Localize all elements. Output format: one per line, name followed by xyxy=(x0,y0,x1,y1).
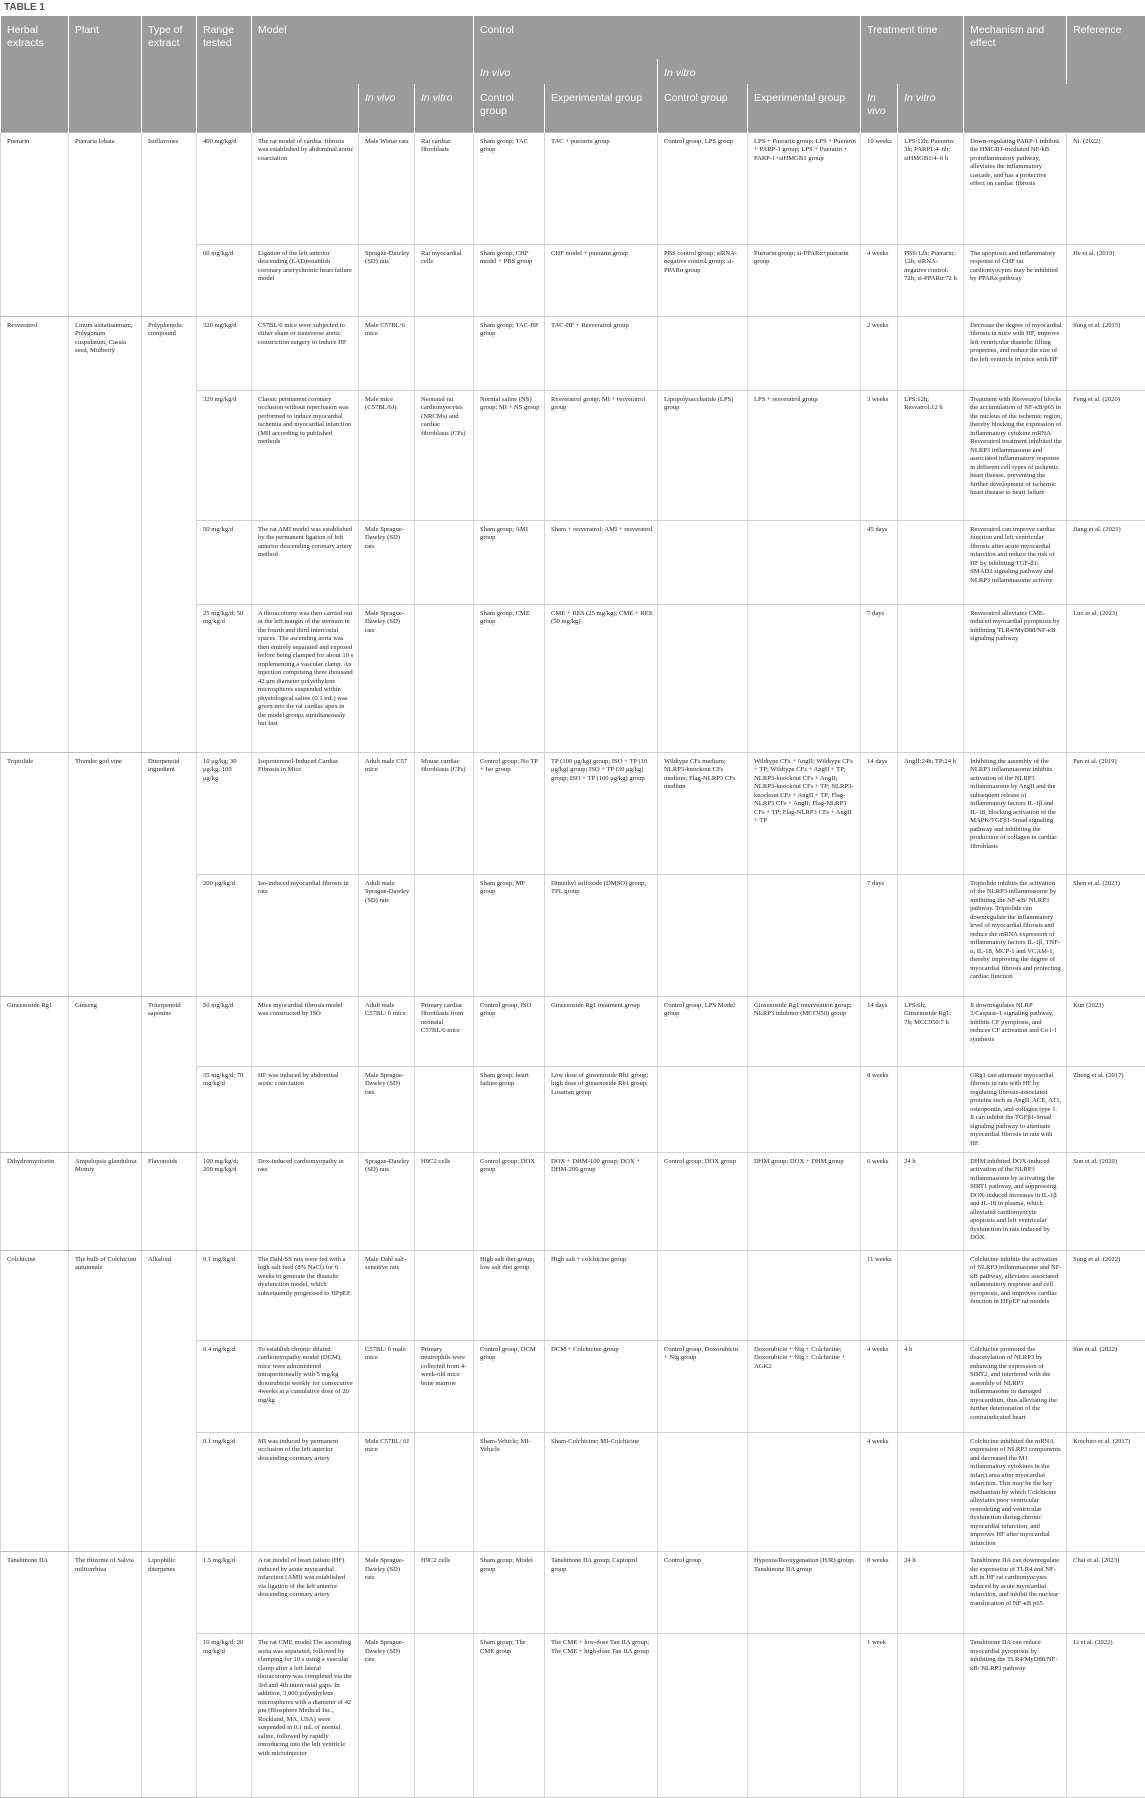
vivo-control-cell: Sham-Vehicle; MI-Vehicle xyxy=(474,1432,545,1552)
vitro-experimental-cell xyxy=(748,1432,861,1552)
model-in-vivo-cell: Adult male C57 mice xyxy=(359,752,415,874)
reference-cell: Sung et al. (2015) xyxy=(1067,316,1145,390)
reference-cell: Li et al. (2022) xyxy=(1067,1634,1145,1798)
vitro-control-cell: Control group xyxy=(658,1552,748,1634)
vitro-experimental-cell xyxy=(748,316,861,390)
vivo-control-cell: Sham group; MF group xyxy=(474,874,545,996)
range-cell: 400 mg/kg/d xyxy=(197,132,252,244)
treatment-vitro-cell: 4 h xyxy=(898,1340,964,1432)
vivo-experimental-cell: Tanshinone IIA group; Captopril group xyxy=(545,1552,658,1634)
treatment-vitro-cell: 24 h xyxy=(898,1552,964,1634)
range-cell: 200 μg/kg/d xyxy=(197,874,252,996)
mechanism-cell: Resveratrol alleviates CME-induced myocardial pyroptosis by inhibiting TLR4/MyD88/NF-κB signaling pathway xyxy=(964,604,1067,752)
treatment-vitro-cell xyxy=(898,1634,964,1798)
model-cell: To establish chronic dilated cardiomyopathy model (DCM), mice were administered intraperitoneally with 5 mg/kg doxorubicin weekly for consecutive 4weeks at a cumulative dose of 20 mg/kg xyxy=(252,1340,359,1432)
treatment-vivo-cell: 10 weeks xyxy=(861,132,898,244)
model-in-vivo-cell: C57BL/ 6 male mice xyxy=(359,1340,415,1432)
model-cell: The rat model of cardiac fibrosis was established by abdominal aortic coarctation xyxy=(252,132,359,244)
model-in-vivo-cell: Sprague-Dawley (SD) rats xyxy=(359,1152,415,1250)
model-in-vitro-cell xyxy=(415,1634,474,1798)
vitro-experimental-cell xyxy=(748,1634,861,1798)
plant-cell: Linum usitatissimum, Polygonum cuspidatum, Cassia seed, Mulberry xyxy=(69,316,142,752)
header-mechanism: Mechanism and effect xyxy=(964,16,1067,84)
mechanism-cell: Down-regulating PARP-1 inhibits the HMGB1-mediated NF-kB proinflammatory pathway, alleviates the inflammatory cascade, and has a protective effect on cardiac fibrosis xyxy=(964,132,1067,244)
treatment-vitro-cell xyxy=(898,874,964,996)
model-cell: HF was induced by abdominal aortic coarctation xyxy=(252,1066,359,1152)
table-row xyxy=(1,1552,1145,1634)
range-cell: 0.4 mg/kg/d xyxy=(197,1340,252,1432)
vivo-control-cell: Control group; DOX group xyxy=(474,1152,545,1250)
vitro-experimental-cell: Hypoxia/Reoxygenation (H/R) group; Tanshinone IIA group xyxy=(748,1552,861,1634)
herbal-extract-cell: Ginsenoside Rg1 xyxy=(1,996,69,1152)
vivo-experimental-cell: High salt + colchicine group xyxy=(545,1250,658,1340)
herbal-extract-cell: Colchicine xyxy=(1,1250,69,1552)
reference-cell: Chai et al. (2023) xyxy=(1067,1552,1145,1634)
reference-cell: Jiang et al. (2021) xyxy=(1067,520,1145,604)
plant-cell: The rhizome of Salvia miltiorrhiza xyxy=(69,1552,142,1798)
model-cell: Mice myocardial fibrosis model was constructed by ISO xyxy=(252,996,359,1066)
header-range: Range tested xyxy=(197,16,252,132)
vivo-experimental-cell: TAC-HF + Resveratrol group xyxy=(545,316,658,390)
vitro-experimental-cell xyxy=(748,1250,861,1340)
vitro-control-cell: PBS control group; siRNA-negative control group; si-PPARα group xyxy=(658,244,748,316)
model-in-vitro-cell: Mouse cardiac fibroblasts (CFs) xyxy=(415,752,474,874)
header-treatment-spacer xyxy=(861,59,964,84)
range-cell: 1.5 mg/kg/d xyxy=(197,1552,252,1634)
mechanism-cell: Colchicine promoted the deacetylation of NLRP3 by enhancing the expression of SIRT2, and interfered with the assembly of NLRP3 inflammasome in damaged myocardium, thus alleviating the further deterioration of the contraindicated heart xyxy=(964,1340,1067,1432)
range-cell: 320 mg/kg/d xyxy=(197,390,252,520)
table-row xyxy=(1,752,1145,874)
treatment-vivo-cell: 4 weeks xyxy=(861,244,898,316)
model-cell: Dox-induced cardiomyopathy in rats xyxy=(252,1152,359,1250)
treatment-vivo-cell: 1 week xyxy=(861,1634,898,1798)
vivo-control-cell: Sham group; TAC-HF group xyxy=(474,316,545,390)
vitro-experimental-cell xyxy=(748,604,861,752)
model-in-vitro-cell: Primary neutrophils were collected from 4-week-old mice bone marrow xyxy=(415,1340,474,1432)
reference-cell: Feng et al. (2020) xyxy=(1067,390,1145,520)
herbal-extract-cell: Triptolide xyxy=(1,752,69,996)
vivo-control-cell: Sham group; CHF model + PBS group xyxy=(474,244,545,316)
model-in-vitro-cell: Rat myocardial cells xyxy=(415,244,474,316)
vivo-experimental-cell: TAC + puerarin group xyxy=(545,132,658,244)
model-cell: A thoracotomy was then carried out at the left margin of the sternum in the fourth and third intercostal spaces. The ascending aorta was then entirely separated and exposed before being clamped for about 10 s implementing a vascular clamp. An injection comprising three thousand 42 μm diameter polyethylene microspheres suspended within physiological saline (0.1 mL) was given into the rat cardiac apex in the model groups simultaneously but fast xyxy=(252,604,359,752)
mechanism-cell: Colchicine inhibited the mRNA expression of NLRP3 components and decreased the M1 inflammatory cytokines in the infarct area after myocardial infarction. This may be the key mechanism by which Colchicine alleviates poor ventricular remodeling and ventricular dysfunction during chronic myocardial infarction, and improves HF after myocardial infarction xyxy=(964,1432,1067,1552)
vitro-experimental-cell xyxy=(748,874,861,996)
mechanism-cell: GRg1 can attenuate myocardial fibrosis in rats with HF by regulating fibrosis-associated proteins such as AngII, ACE, AT1, osteopontin, and collagen type 1. It can inhibit the TGFβ1-Smad signaling pathway to attenuate myocardial fibrosis in rats with HF. xyxy=(964,1066,1067,1152)
vitro-control-cell xyxy=(658,874,748,996)
treatment-vitro-cell: LPS:6h; Ginsenoside Rg1: 7h; MCC950:7 h xyxy=(898,996,964,1066)
treatment-vivo-cell: 45 days xyxy=(861,520,898,604)
treatment-vivo-cell: 2 weeks xyxy=(861,316,898,390)
treatment-vitro-cell xyxy=(898,520,964,604)
vitro-experimental-cell xyxy=(748,1066,861,1152)
table-row xyxy=(1,1250,1145,1340)
vitro-experimental-cell: Ginsenoside Rg1 intervention group; NLRP3 inhibitor (MCC950) group xyxy=(748,996,861,1066)
vivo-experimental-cell: Sham-Colchicine; MI-Colchicine xyxy=(545,1432,658,1552)
header-type: Type of extract xyxy=(142,16,197,132)
vitro-control-cell: Wildtype CFs medium; NLRP3-knockout CFs medium; Flag-NLRP3 CFs medium xyxy=(658,752,748,874)
mechanism-cell: Tanshinone IIA can reduce myocardial pyroptosis by inhibiting the TLR4/MyD88/NF-κB/ NLRP3 pathway xyxy=(964,1634,1067,1798)
header-treatment-in-vitro: In vitro xyxy=(898,84,964,132)
model-cell: Iso-induced myocardial fibrosis in rats xyxy=(252,874,359,996)
model-in-vivo-cell: Adult male C57BL/ 6 mice xyxy=(359,996,415,1066)
treatment-vivo-cell: 7 days xyxy=(861,604,898,752)
vivo-control-cell: Sham group; TAC group xyxy=(474,132,545,244)
vitro-control-cell: Control group; Doxorubicin + Nig group xyxy=(658,1340,748,1432)
mechanism-cell: Colchicine inhibits the activation of NLRP3 inflammasome and NF-κB pathway, alleviates associated inflammatory response and cell pyroptosis, and improves cardiac function in HFpEF rat models xyxy=(964,1250,1067,1340)
model-in-vitro-cell xyxy=(415,604,474,752)
model-cell: MI was induced by permanent occlusion of the left anterior descending coronary artery xyxy=(252,1432,359,1552)
vitro-experimental-cell: Wildtype CFs + AngII; Wildtype CFs + TP; Wildtype CFs + AngII + TP; NLRP3-knockout CFs + AngII; NLRP3-knockout CFs + TP; NLRP3-knockout CFs + AngII + TP; Flag-NLRP3 CFs + AngII; Flag-NLRP3 CFs + TP; Flag-NLRP3 CFs + AngII + TP xyxy=(748,752,861,874)
mechanism-cell: It downregulates NLRP 3/Caspase-1 signaling pathway, inhibits CF pyroptosis, and reduces CF activation and Co l-1 synthesis xyxy=(964,996,1067,1066)
range-cell: 10 mg/kg/d; 20 mg/kg/d xyxy=(197,1634,252,1798)
treatment-vitro-cell: 24 h xyxy=(898,1152,964,1250)
vitro-experimental-cell: Puerarin group; si-PPARα+puerarin group xyxy=(748,244,861,316)
treatment-vivo-cell: 14 days xyxy=(861,752,898,874)
range-cell: 320 mg/kg/d xyxy=(197,316,252,390)
range-cell: 100 mg/kg/d; 200 mg/kg/d xyxy=(197,1152,252,1250)
reference-cell: Ni. (2022) xyxy=(1067,132,1145,244)
range-cell: 25 mg/kg/d; 50 mg/kg/d xyxy=(197,604,252,752)
vitro-control-cell: Lipopolysaccharide (LPS) group xyxy=(658,390,748,520)
vitro-control-cell: Control group; LPS group xyxy=(658,132,748,244)
model-in-vitro-cell: H9C2 cells xyxy=(415,1152,474,1250)
model-cell: Isoproterenol-Induced Cardiac Fibrosis in Mice xyxy=(252,752,359,874)
vitro-experimental-cell: Doxorubicin + Nig + Colchicine; Doxorubicin + Nig + Colchicine + AGK2 xyxy=(748,1340,861,1432)
model-cell: The rat CME model:The ascending aorta was separated, followed by clamping for 10 s using a vascular clamp after a left lateral thoracotomy was completed via the 3rd and 4th intercostal gaps. In addition, 3,000 polyethylene microspheres with a diameter of 42 μm (Biosphere Medical Inc., Rockland, MA, USA) were suspended in 0.1 mL of normal saline, followed by rapidly introducing into the left ventricle with microinjector xyxy=(252,1634,359,1798)
herbal-extract-cell: Resveratrol xyxy=(1,316,69,752)
model-cell: A rat model of heart failure (HF) induced by acute myocardial infarction (AMI) was established via ligation of the left anterior descending coronary artery xyxy=(252,1552,359,1634)
range-cell: 50 mg/kg/d xyxy=(197,996,252,1066)
header-model-in-vitro: In vitro xyxy=(415,84,474,132)
header-control-in-vitro: In vitro xyxy=(658,59,861,84)
model-cell: C57BL/6 mice were subjected to either sham or transverse aortic constriction surgery to induce HF xyxy=(252,316,359,390)
model-in-vitro-cell: Primary cardiac fibroblasts from neonatal C57BL/6 mice xyxy=(415,996,474,1066)
model-in-vivo-cell: Male Sprague-Dawley (SD) rats xyxy=(359,1634,415,1798)
vivo-experimental-cell: TP (100 μg/kg) group; ISO + TP (10 μg/kg) group; ISO + TP (30 μg/kg) group; ISO + TP (100 μg/kg) group xyxy=(545,752,658,874)
range-cell: 35 mg/kg/d; 70 mg/kg/d xyxy=(197,1066,252,1152)
treatment-vitro-cell: LPS:12h; Resvatrol:12 h xyxy=(898,390,964,520)
model-in-vivo-cell: Male Sprague-Dawley (SD) rats xyxy=(359,520,415,604)
treatment-vivo-cell: 6 weeks xyxy=(861,1152,898,1250)
range-cell: 10 μg/kg; 30 μg/kg; 100 μg/kg xyxy=(197,752,252,874)
reference-cell: He et al. (2019) xyxy=(1067,244,1145,316)
vivo-control-cell: High salt diet group; low salt diet group xyxy=(474,1250,545,1340)
model-cell: The rat AMI model was established by the permanent ligation of left anterior descending coronary artery method xyxy=(252,520,359,604)
model-in-vivo-cell: Male Dahl salt-sensitive rats xyxy=(359,1250,415,1340)
vivo-experimental-cell: Low dose of ginsenoside Rb1 group; high dose of ginsenoside Rb1 group; Losartan group xyxy=(545,1066,658,1152)
model-cell: Ligation of the left anterior descending (LAD)establish coronary arterychronic heart failure model xyxy=(252,244,359,316)
herbal-extract-cell: Puerarin xyxy=(1,132,69,316)
treatment-vivo-cell: 11 weeks xyxy=(861,1250,898,1340)
header-control-in-vivo: In vivo xyxy=(474,59,658,84)
vivo-experimental-cell: CHF model + puerarin group xyxy=(545,244,658,316)
treatment-vivo-cell: 8 weeks xyxy=(861,1552,898,1634)
vitro-control-cell: Control group; DOX group xyxy=(658,1152,748,1250)
model-in-vivo-cell: Male Wistar rats xyxy=(359,132,415,244)
vivo-control-cell: Sham group; CME group xyxy=(474,604,545,752)
plant-cell: Ampelopsis glandulosa Momiy xyxy=(69,1152,142,1250)
header-vivo-control-group: Control group xyxy=(474,84,545,132)
table-row xyxy=(1,132,1145,244)
range-cell: 60 mg/kg/d xyxy=(197,244,252,316)
extract-type-cell: Lipophilic diterpenes xyxy=(142,1552,197,1798)
table-caption: TABLE 1 xyxy=(0,0,1145,16)
table-header xyxy=(1,16,1145,132)
vitro-control-cell: Control group; LPS Model group xyxy=(658,996,748,1066)
vivo-control-cell: Sham group; AMI group xyxy=(474,520,545,604)
vitro-control-cell xyxy=(658,520,748,604)
plant-cell: Thunder god vine xyxy=(69,752,142,996)
vivo-control-cell: Sham group; The CME group xyxy=(474,1634,545,1798)
extract-type-cell: Alkaloid xyxy=(142,1250,197,1552)
reference-cell: Sun et al. (2020) xyxy=(1067,1152,1145,1250)
treatment-vitro-cell xyxy=(898,316,964,390)
model-in-vitro-cell xyxy=(415,520,474,604)
header-treatment-time: Treatment time xyxy=(861,16,964,59)
mechanism-cell: Tanshinone IIA can downregulate the expression of TLR4 and NF-κB in HF rat cardiomyocytes induced by acute myocardial infarction, and inhibit the nuclear translocation of NF-κB p65 xyxy=(964,1552,1067,1634)
model-cell: Classic permanent coronary occlusion without reperfusion was performed to induce myocardial ischemia and myocardial infarction (MI) according to published methods xyxy=(252,390,359,520)
reference-cell: Sun et al. (2022) xyxy=(1067,1340,1145,1432)
model-in-vitro-cell xyxy=(415,316,474,390)
header-control: Control xyxy=(474,16,861,59)
model-in-vitro-cell xyxy=(415,1066,474,1152)
mechanism-cell: Treatment with Resveratrol blocks the accumulation of NF-κB/p65 in the nucleus of the ischemic region, thereby blocking the expression of inflammatory cytokine mRNA. Resveratrol treatment inhibited the NLRP3 inflammasome and associated inflammatory response in different cell types of ischemic heart disease, preventing the further development of ischemic heart disease to heart failure xyxy=(964,390,1067,520)
vivo-experimental-cell: The CME + low-dose Tan IIA group; The CME + high-dose Tan IIA group xyxy=(545,1634,658,1798)
mechanism-cell: Triptolide inhibits the activation of the NLRP3 inflammasome by inhibiting the NF-κB/ NLRP3 pathway. Triptolide can downregulate the inflammatory level of myocardial fibrosis and reduce the mRNA expression of inflammatory factors IL-1β, TNF-α, IL-18, MCP-1 and VCAM-1, thereby improving the degree of myocardial fibrosis and protecting cardiac function xyxy=(964,874,1067,996)
model-in-vivo-cell: Male C57BL/ 6J mice xyxy=(359,1432,415,1552)
header-model-spacer xyxy=(252,59,474,84)
table-row xyxy=(1,316,1145,390)
extract-type-cell: Triterpenoid saponins xyxy=(142,996,197,1152)
model-in-vitro-cell xyxy=(415,1432,474,1552)
table-row xyxy=(1,1152,1145,1250)
header-vitro-control-group: Control group xyxy=(658,84,748,132)
header-reference: Reference xyxy=(1067,16,1145,84)
plant-cell: Pueraria lobata xyxy=(69,132,142,316)
treatment-vitro-cell: PBS:12h; Puerarin: 12h; siRNA-negative control: 72h; si-PPARα:72 h xyxy=(898,244,964,316)
reference-cell: Song et al. (2022) xyxy=(1067,1250,1145,1340)
vitro-experimental-cell: DHM group; DOX + DHM group xyxy=(748,1152,861,1250)
vivo-experimental-cell: Ginsenoside Rg1 treatment group xyxy=(545,996,658,1066)
vitro-control-cell xyxy=(658,1250,748,1340)
herbal-extract-cell: Tanshinone IIA xyxy=(1,1552,69,1798)
vitro-experimental-cell: LPS + resveratrol group xyxy=(748,390,861,520)
treatment-vivo-cell: 7 days xyxy=(861,874,898,996)
treatment-vivo-cell: 3 weeks xyxy=(861,390,898,520)
model-in-vivo-cell: Male Sprague-Dawley (SD) rats xyxy=(359,604,415,752)
mechanism-cell: Resveratrol can improve cardiac function and left ventricular fibrosis after acute myocardial infarction and reduce the risk of HF by inhibiting TGF-β1/ SMAD2 signaling pathway and NLRP3 inflammasome activity xyxy=(964,520,1067,604)
treatment-vitro-cell: LPS:12h; Puerarin: 3h; PARP1:4–6h; siHMGB1:4–6 h xyxy=(898,132,964,244)
vivo-control-cell: Sham group; Model group xyxy=(474,1552,545,1634)
vitro-control-cell xyxy=(658,1066,748,1152)
mechanism-cell: Inhibiting the assembly of the NLRP3 inflammasome inhibits activation of the NLRP3 inflammasome by AngII and the subsequent release of inflammatory factors IL-1β and IL-18, blocking activation of the MAPK/TGFβ1-Smad signaling pathway and inhibiting the production of collagen in cardiac fibroblasts xyxy=(964,752,1067,874)
vitro-control-cell xyxy=(658,604,748,752)
vivo-control-cell: Control group; DCM group xyxy=(474,1340,545,1432)
range-cell: 0.1 mg/kg/d xyxy=(197,1250,252,1340)
reference-cell: Koichiro et al. (2017) xyxy=(1067,1432,1145,1552)
model-in-vivo-cell: Sprague-Dawley (SD) rats xyxy=(359,244,415,316)
treatment-vitro-cell xyxy=(898,604,964,752)
treatment-vivo-cell: 4 weeks xyxy=(861,1340,898,1432)
header-vitro-experimental-group: Experimental group xyxy=(748,84,861,132)
treatment-vivo-cell: 4 weeks xyxy=(861,1432,898,1552)
header-vivo-experimental-group: Experimental group xyxy=(545,84,658,132)
header-trailing-spacer xyxy=(964,84,1145,132)
extract-type-cell: Isoflavones xyxy=(142,132,197,316)
vivo-experimental-cell: DOX + DHM-100 group; DOX + DHM-200 group xyxy=(545,1152,658,1250)
reference-cell: Pan et al. (2019) xyxy=(1067,752,1145,874)
herbal-extract-cell: Dihydromyricetin xyxy=(1,1152,69,1250)
plant-cell: The bulb of Colchicum autumnale xyxy=(69,1250,142,1552)
model-in-vivo-cell: Adult male Sprague-Dawley (SD) rats xyxy=(359,874,415,996)
table-row xyxy=(1,996,1145,1066)
model-in-vivo-cell: Male mice (C57BL/6J) xyxy=(359,390,415,520)
treatment-vitro-cell xyxy=(898,1066,964,1152)
model-in-vivo-cell: Male Sprague-Dawley (SD) rats xyxy=(359,1552,415,1634)
treatment-vitro-cell: AngII:24h; TP:24 h xyxy=(898,752,964,874)
reference-cell: Zheng et al. (2017) xyxy=(1067,1066,1145,1152)
mechanism-cell: The apoptosis and inflammatory response of CHF rat cardiomyocytes may be inhibited by PPARα pathway xyxy=(964,244,1067,316)
vivo-control-cell: Sham group; heart failure group xyxy=(474,1066,545,1152)
model-in-vitro-cell xyxy=(415,1250,474,1340)
extract-type-cell: Polyphenolic compound xyxy=(142,316,197,752)
vivo-control-cell: Control group; ISO group xyxy=(474,996,545,1066)
vivo-control-cell: Normal saline (NS) group; MI + NS group xyxy=(474,390,545,520)
treatment-vivo-cell: 8 weeks xyxy=(861,1066,898,1152)
model-in-vivo-cell: Male Sprague-Dawley (SD) rats xyxy=(359,1066,415,1152)
model-in-vivo-cell: Male C57BL/6 mice xyxy=(359,316,415,390)
vivo-experimental-cell: DCM + Colchicine group xyxy=(545,1340,658,1432)
reference-cell: Luo et al. (2023) xyxy=(1067,604,1145,752)
vivo-experimental-cell: Resveratrol group; MI + resveratrol group xyxy=(545,390,658,520)
header-model: Model xyxy=(252,16,474,59)
range-cell: 0.1 mg/kg/d xyxy=(197,1432,252,1552)
treatment-vitro-cell xyxy=(898,1250,964,1340)
header-treatment-in-vivo: In vivo xyxy=(861,84,898,132)
vitro-experimental-cell: LPS + Puerarin group; LPS + Puerarin + PARP-1 group; LPS + Puerarin + PARP-1+siHMGB1 group xyxy=(748,132,861,244)
model-in-vitro-cell: Rat cardiac fibroblasts xyxy=(415,132,474,244)
model-in-vitro-cell: Neonatal rat cardiomyocytes (NRCMs) and cardiac fibroblasts (CFs) xyxy=(415,390,474,520)
mechanism-cell: DHM inhibited DOX-induced activation of the NLRP3 inflammasome by activating the SIRT1 pathway, and suppressing DOX-induced increases in IL-1β and IL-18 in plasma, which alleviated cardiomyocyte apoptosis and left ventricular dysfunction in rats induced by DOX. xyxy=(964,1152,1067,1250)
mechanism-cell: Decrease the degree of myocardial fibrosis in mice with HF, improve left ventricular diastolic filling properties, and reduce the size of the left ventricle in mice with HF xyxy=(964,316,1067,390)
vitro-control-cell xyxy=(658,316,748,390)
table-body xyxy=(1,132,1145,1798)
model-cell: The Dahl/SS rats were fed with a high salt feed (8% NaCl) for 6 weeks to generate the diastolic dysfunction model, which subsequently progressed to HFpEF. xyxy=(252,1250,359,1340)
treatment-vivo-cell: 14 days xyxy=(861,996,898,1066)
reference-cell: Kun (2023) xyxy=(1067,996,1145,1066)
range-cell: 50 mg/kg/d xyxy=(197,520,252,604)
vitro-control-cell xyxy=(658,1634,748,1798)
header-plant: Plant xyxy=(69,16,142,132)
header-herbal-extracts: Herbal extracts xyxy=(1,16,69,132)
treatment-vitro-cell xyxy=(898,1432,964,1552)
vivo-experimental-cell: Sham + resveratrol; AMI + resveratrol xyxy=(545,520,658,604)
extract-type-cell: Diterpenoid ingredient xyxy=(142,752,197,996)
data-table xyxy=(0,16,1145,1798)
vivo-experimental-cell: CME + RES (25 mg/kg); CME + RES (50 mg/kg) xyxy=(545,604,658,752)
header-model-spacer-2 xyxy=(252,84,359,132)
vivo-control-cell: Control group; No TP + Iso group xyxy=(474,752,545,874)
header-model-in-vivo: In vivo xyxy=(359,84,415,132)
reference-cell: Shen et al. (2021) xyxy=(1067,874,1145,996)
model-in-vitro-cell xyxy=(415,874,474,996)
extract-type-cell: Flavonoids xyxy=(142,1152,197,1250)
vitro-experimental-cell xyxy=(748,520,861,604)
vivo-experimental-cell: Dimethyl sulfoxide (DMSO) group; TPL group xyxy=(545,874,658,996)
vitro-control-cell xyxy=(658,1432,748,1552)
plant-cell: Ginseng xyxy=(69,996,142,1152)
model-in-vitro-cell: H9C2 cells xyxy=(415,1552,474,1634)
